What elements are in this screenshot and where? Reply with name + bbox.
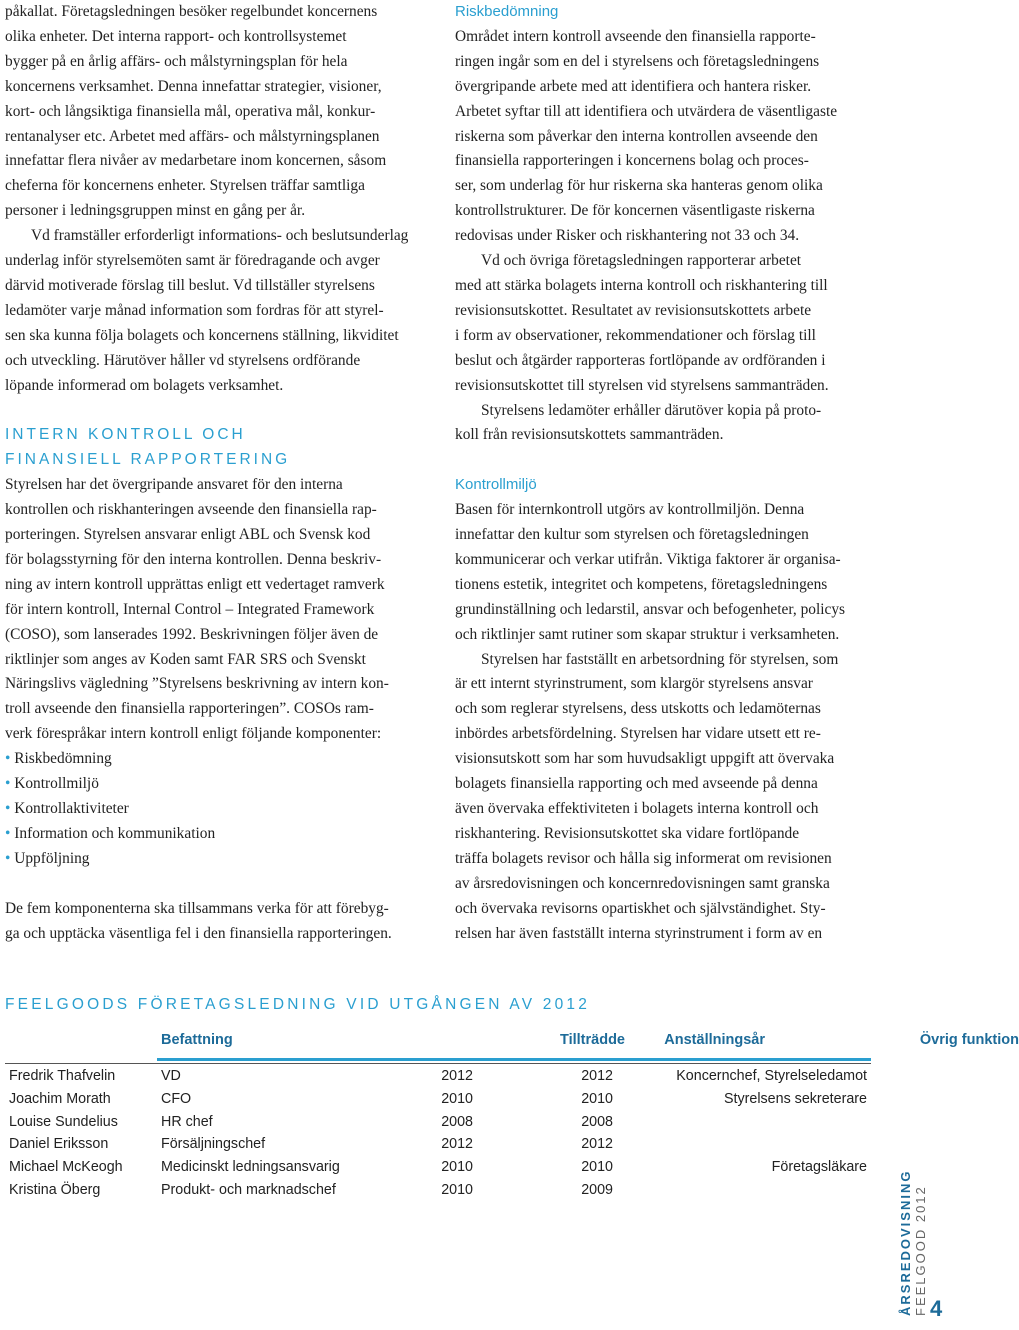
text-line: Vd och övriga företagsledningen rapporterar arbetet <box>481 252 802 270</box>
text-line: De fem komponenterna ska tillsammans verka för att förebyg- <box>5 899 389 917</box>
subsection-heading-risk: Riskbedömning <box>455 3 559 20</box>
cell-role: Medicinskt ledningsansvarig <box>161 1159 340 1176</box>
text-line: Styrelsen har fastställt en arbetsordning för styrelsen, som <box>481 650 839 668</box>
text-line: finansiella rapporteringen i koncernens bolag och proces- <box>455 152 809 170</box>
table-row <box>5 1178 871 1201</box>
section-heading: INTERN KONTROLL OCH <box>5 426 246 444</box>
text-line: redovisas under Risker och riskhantering not 33 och 34. <box>455 227 800 245</box>
list-item <box>5 797 425 822</box>
footer-label-light: FEELGOOD 2012 <box>913 1185 928 1316</box>
text-line: kontrollen och riskhanteringen avseende den finansiella rap- <box>5 501 377 519</box>
cell-year: 2012 <box>441 1068 473 1084</box>
bullet-icon: • <box>5 824 11 842</box>
text-line: och övervaka revisorns opartiskhet och självständighet. Sty- <box>455 899 826 917</box>
list-item <box>5 772 425 797</box>
spacer <box>455 448 875 473</box>
left-column <box>5 0 425 946</box>
text-line: grundinställning och ledarstil, ansvar och befogenheter, policys <box>455 600 846 618</box>
cell-other: Styrelsens sekreterare <box>723 1090 867 1107</box>
list-item <box>5 747 425 772</box>
text-line: Området intern kontroll avseende den finansiella rapporte- <box>455 27 816 45</box>
bullet-icon: • <box>5 775 11 793</box>
cell-role: Produkt- och marknadschef <box>161 1181 336 1198</box>
cell-name: Daniel Eriksson <box>9 1136 109 1153</box>
list-item-label: Kontrollaktiviteter <box>14 799 129 817</box>
text-line: löpande informerad om bolagets verksamhet. <box>5 376 284 394</box>
vd-paragraph <box>5 224 425 398</box>
text-line: koncernens verksamhet. Denna innefattar strategier, visioner, <box>5 77 382 95</box>
text-line: personer i ledningsgruppen minst en gång per år. <box>5 202 306 220</box>
cell-role: CFO <box>161 1090 192 1107</box>
table-body <box>5 1063 871 1201</box>
page-number: 4 <box>930 1296 943 1321</box>
text-line: tionens estetik, integritet och kompetens, företagsledningens <box>455 575 828 593</box>
cell-other: Koncernchef, Styrelseledamot <box>676 1068 867 1084</box>
text-line: cheferna för koncernens enheter. Styrelsen träffar samtliga <box>5 177 365 195</box>
text-line: Styrelsen har det övergripande ansvaret för den interna <box>5 476 343 494</box>
closing-paragraph <box>5 897 425 947</box>
list-item-label: Kontrollmiljö <box>14 775 99 793</box>
cell-name: Louise Sundelius <box>9 1113 118 1130</box>
cell-name: Fredrik Thafvelin <box>9 1068 116 1084</box>
text-line: av årsredovisningen och koncernredovisningen samt granska <box>455 874 830 892</box>
footer-label <box>898 1140 928 1316</box>
intro-paragraph <box>5 0 425 224</box>
page-footer <box>886 1140 956 1330</box>
section-heading: FINANSIELL RAPPORTERING <box>5 451 291 469</box>
text-line: träffa bolagets revisor och hålla sig informerat om revisionen <box>455 849 832 867</box>
text-line: kommunicerar och verkar utifrån. Viktiga faktorer är organisa- <box>455 550 841 568</box>
header-befattning: Befattning <box>161 1032 233 1048</box>
management-table-section <box>5 996 1019 1201</box>
miljo-paragraph <box>455 498 875 647</box>
cell-role: HR chef <box>161 1113 213 1130</box>
text-line: kontrollstrukturer. De för koncernen väsentligaste riskerna <box>455 202 815 220</box>
text-line: Styrelsens ledamöter erhåller därutöver kopia på proto- <box>481 401 822 419</box>
cell-role: VD <box>161 1068 181 1084</box>
text-line: relsen har även fastställt interna styrinstrument i form av en <box>455 924 823 942</box>
text-line: innefattar den kultur som styrelsen och företagsledningen <box>455 526 809 544</box>
subsection-heading-miljo: Kontrollmiljö <box>455 476 537 494</box>
text-line: för intern kontroll, Internal Control – Integrated Framework <box>5 600 375 618</box>
right-column <box>455 0 875 946</box>
footer-label-bold: ÅRSREDOVISNING <box>898 1169 913 1316</box>
cell-other: Företagsläkare <box>771 1159 867 1176</box>
bullet-icon: • <box>5 849 11 867</box>
intern-kontroll-paragraph <box>5 473 425 747</box>
table-title: FEELGOODS FÖRETAGSLEDNING VID UTGÅNGEN AV 2012 <box>5 996 591 1013</box>
text-line: Arbetet syftar till att identifiera och utvärdera de väsentligaste <box>455 102 838 120</box>
text-line: Vd framställer erforderligt informations- och beslutsunderlag <box>31 227 409 245</box>
list-item <box>5 847 425 872</box>
cell-name: Kristina Öberg <box>9 1181 101 1198</box>
header-ovrig-funktion: Övrig funktion <box>919 1032 1019 1048</box>
header-anstallningsar: Anställningsår <box>664 1032 765 1048</box>
cell-year: 2010 <box>441 1090 473 1107</box>
text-line: beslut och åtgärder rapporteras fortlöpande av ordföranden i <box>455 351 826 369</box>
cell-year: 2010 <box>441 1159 473 1176</box>
text-line: med att stärka bolagets interna kontroll och riskhantering till <box>455 276 828 294</box>
text-line: sen ska kunna följa bolagets och koncernens ställning, likviditet <box>5 326 399 344</box>
risk-board-paragraph <box>455 399 875 449</box>
table-header <box>157 1026 1019 1061</box>
list-item <box>5 822 425 847</box>
text-line: därvid motiverade förslag till beslut. Vd tillställer styrelsens <box>5 276 375 294</box>
table-row <box>5 1087 871 1110</box>
cell-employed: 2008 <box>581 1113 613 1130</box>
table-row <box>5 1110 871 1133</box>
text-line: påkallat. Företagsledningen besöker regelbundet koncernens <box>5 3 378 20</box>
header-tilltradde: Tillträdde <box>560 1032 625 1048</box>
text-line: och som reglerar styrelsens, dess utskotts och ledamöternas <box>455 700 821 718</box>
text-line: riskerna som påverkar den interna kontrollen avseende den <box>455 127 818 145</box>
text-line: och riktlinjer samt rutiner som skapar struktur i verksamheten. <box>455 625 840 643</box>
cell-name: Michael McKeogh <box>9 1159 123 1176</box>
text-line: är ett internt styrinstrument, som klargör styrelsens ansvar <box>455 675 813 693</box>
text-line: ga och upptäcka väsentliga fel i den finansiella rapporteringen. <box>5 924 392 942</box>
text-line: inbördes arbetsfördelning. Styrelsen har vidare utsett ett re- <box>455 725 821 743</box>
table-row <box>5 1132 871 1155</box>
miljo-board-paragraph <box>455 648 875 947</box>
text-line: rentanalyser etc. Arbetet med affärs- och målstyrningsplanen <box>5 127 380 145</box>
text-line: bygger på en årlig affärs- och målstyrningsplan för hela <box>5 52 348 70</box>
text-line: övergripande arbete med att identifiera och hantera risker. <box>455 77 812 95</box>
cell-year: 2010 <box>441 1181 473 1198</box>
text-line: verk förespråkar intern kontroll enligt följande komponenter: <box>5 725 382 743</box>
risk-vd-paragraph <box>455 249 875 398</box>
cell-employed: 2010 <box>581 1090 613 1107</box>
cell-year: 2012 <box>441 1136 473 1153</box>
bullet-icon: • <box>5 750 11 768</box>
list-item-label: Uppföljning <box>14 849 90 867</box>
table-row <box>5 1064 871 1087</box>
spacer <box>5 399 425 424</box>
text-line: ledamöter varje månad information som fordras för att styrel- <box>5 301 384 319</box>
cell-employed: 2009 <box>581 1181 613 1198</box>
text-line: troll avseende den finansiella rapporteringen”. COSOs ram- <box>5 700 374 718</box>
text-line: riskhantering. Revisionsutskottet ska vidare fortlöpande <box>455 824 800 842</box>
text-line: även övervaka effektiviteten i bolagets interna kontroll och <box>455 799 819 817</box>
component-list <box>5 747 425 872</box>
cell-year: 2008 <box>441 1113 473 1130</box>
text-line: bolagets finansiella rapporting och med avseende på denna <box>455 775 818 793</box>
text-line: olika enheter. Det interna rapport- och kontrollsystemet <box>5 27 347 45</box>
text-line: Näringslivs vägledning ”Styrelsens beskrivning av intern kon- <box>5 675 389 693</box>
text-line: ringen ingår som en del i styrelsens och företagsledningens <box>455 52 820 70</box>
spacer <box>5 872 425 897</box>
text-line: riktlinjer som anges av Koden samt FAR SRS och Svenskt <box>5 650 366 668</box>
list-item-label: Riskbedömning <box>14 750 112 768</box>
text-line: (COSO), som lanserades 1992. Beskrivningen följer även de <box>5 625 379 643</box>
text-line: koll från revisionsutskottets sammanträden. <box>455 426 724 444</box>
cell-employed: 2010 <box>581 1159 613 1176</box>
list-item-label: Information och kommunikation <box>14 824 216 842</box>
cell-employed: 2012 <box>581 1136 613 1153</box>
cell-role: Försäljningschef <box>161 1136 266 1153</box>
text-line: för bolagsstyrning för den interna kontrollen. Denna beskriv- <box>5 550 382 568</box>
text-line: innefattar flera nivåer av medarbetare inom koncernen, såsom <box>5 152 387 170</box>
text-line: underlag inför styrelsemöten samt är föredragande och avger <box>5 252 380 270</box>
table-row <box>5 1155 871 1178</box>
text-line: Basen för internkontroll utgörs av kontrollmiljön. Denna <box>455 501 805 519</box>
text-line: kort- och långsiktiga finansiella mål, operativa mål, konkur- <box>5 102 376 120</box>
cell-name: Joachim Morath <box>9 1090 111 1107</box>
text-line: visionsutskott som har som huvudsakligt uppgift att övervaka <box>455 750 835 768</box>
text-line: och utveckling. Härutöver håller vd styrelsens ordförande <box>5 351 361 369</box>
text-line: ser, som underlag för hur riskerna ska hanteras genom olika <box>455 177 823 195</box>
text-line: i form av observationer, rekommendationer och förslag till <box>455 326 816 344</box>
cell-employed: 2012 <box>581 1068 613 1084</box>
text-line: revisionsutskottet till styrelsen vid styrelsens sammanträden. <box>455 376 829 394</box>
text-line: revisionsutskottet. Resultatet av revisionsutskottets arbete <box>455 301 812 319</box>
risk-paragraph <box>455 25 875 249</box>
text-line: ning av intern kontroll upprättas enligt ett vedertaget ramverk <box>5 575 385 593</box>
text-line: porteringen. Styrelsen ansvarar enligt ABL och Svensk kod <box>5 526 371 544</box>
bullet-icon: • <box>5 799 11 817</box>
